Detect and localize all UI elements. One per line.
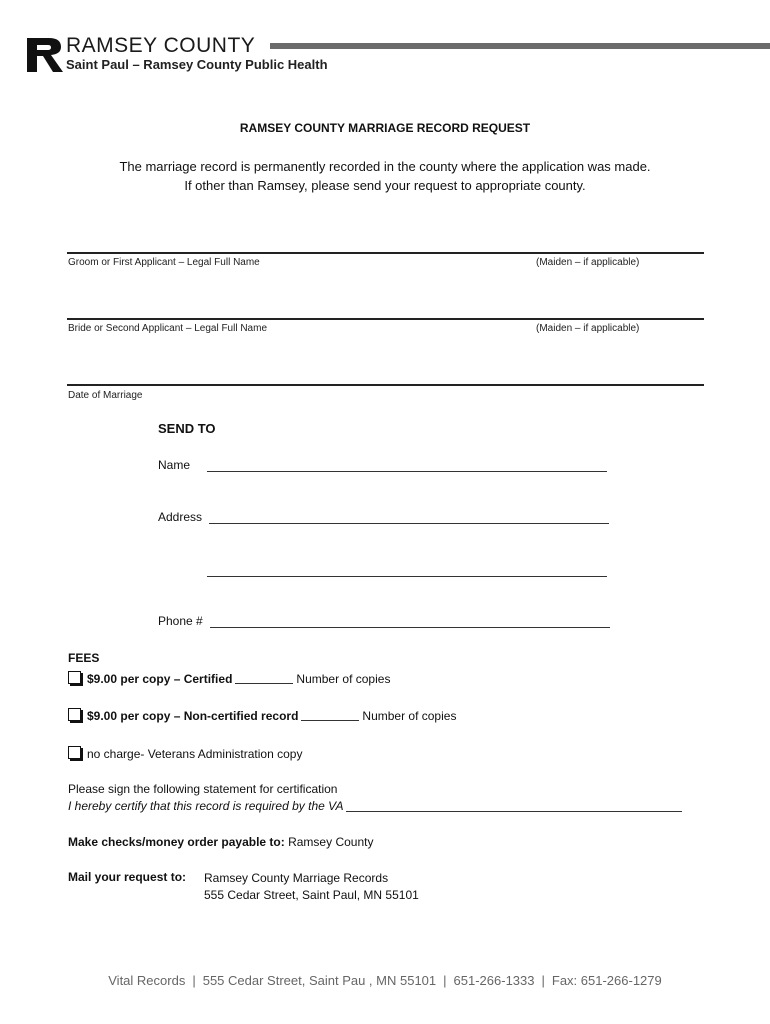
send-to-heading: SEND TO [158, 421, 216, 436]
header-divider [270, 43, 770, 49]
send-to-address-label: Address [158, 510, 203, 524]
payable-line [68, 835, 373, 849]
bride-name-field[interactable] [67, 318, 704, 320]
groom-maiden-note: (Maiden – if applicable) [536, 257, 640, 268]
send-to-name-field[interactable] [207, 471, 607, 472]
payable-value: Ramsey County [288, 835, 374, 849]
mail-address-line-2: 555 Cedar Street, Saint Paul, MN 55101 [204, 888, 419, 902]
noncertified-label: $9.00 per copy – Non-certified record [87, 709, 299, 723]
footer-separator: | [541, 973, 545, 988]
org-name: RAMSEY COUNTY [66, 34, 256, 57]
va-label: no charge- Veterans Administration copy [87, 747, 303, 761]
certification-statement: I hereby certify that this record is required by the VA [68, 799, 344, 813]
footer-separator: | [443, 973, 447, 988]
bride-maiden-note: (Maiden – if applicable) [536, 323, 640, 334]
fee-va-row [68, 746, 302, 761]
noncertified-copies-label: Number of copies [362, 709, 457, 723]
fees-heading: FEES [68, 651, 100, 665]
intro-line-1: The marriage record is permanently recorded in the county where the application was made. [119, 159, 651, 174]
footer-vital-records: Vital Records [108, 973, 186, 988]
send-to-name-label: Name [158, 458, 191, 472]
payable-label: Make checks/money order payable to: [68, 835, 285, 849]
certification-statement-row [68, 798, 682, 815]
certified-copies-field[interactable] [235, 683, 293, 684]
fee-certified-row [68, 671, 390, 686]
fee-noncertified-row [68, 708, 456, 723]
bride-name-label: Bride or Second Applicant – Legal Full Name [68, 323, 268, 334]
mail-address-line-1: Ramsey County Marriage Records [204, 871, 389, 885]
footer-address: 555 Cedar Street, Saint Pau , MN 55101 [202, 973, 437, 988]
send-to-address-field[interactable] [209, 523, 609, 524]
noncertified-copies-field[interactable] [301, 720, 359, 721]
certification-instruction: Please sign the following statement for certification [68, 782, 338, 796]
send-to-phone-field[interactable] [210, 627, 610, 628]
groom-name-label: Groom or First Applicant – Legal Full Name [68, 257, 260, 268]
send-to-address-line-2-field[interactable] [207, 576, 607, 577]
marriage-date-label: Date of Marriage [68, 390, 143, 401]
footer-fax: Fax: 651-266-1279 [551, 973, 662, 988]
va-checkbox[interactable] [68, 746, 81, 759]
certified-checkbox[interactable] [68, 671, 81, 684]
org-subtitle: Saint Paul – Ramsey County Public Health [66, 57, 328, 72]
certified-copies-label: Number of copies [296, 672, 391, 686]
noncertified-checkbox[interactable] [68, 708, 81, 721]
intro-text [0, 157, 770, 195]
page-title: RAMSEY COUNTY MARRIAGE RECORD REQUEST [239, 121, 531, 135]
send-to-phone-label: Phone # [158, 614, 203, 628]
mail-label: Mail your request to: [68, 870, 187, 884]
ramsey-county-logo-icon [27, 38, 63, 72]
certification-signature-field[interactable] [346, 811, 682, 812]
mail-address [204, 870, 419, 904]
intro-line-2: If other than Ramsey, please send your request to appropriate county. [184, 178, 586, 193]
marriage-date-field[interactable] [67, 384, 704, 386]
certification-block [68, 781, 682, 815]
footer-phone: 651-266-1333 [453, 973, 535, 988]
footer [0, 973, 770, 988]
groom-name-field[interactable] [67, 252, 704, 254]
footer-separator: | [192, 973, 196, 988]
certified-label: $9.00 per copy – Certified [87, 672, 233, 686]
